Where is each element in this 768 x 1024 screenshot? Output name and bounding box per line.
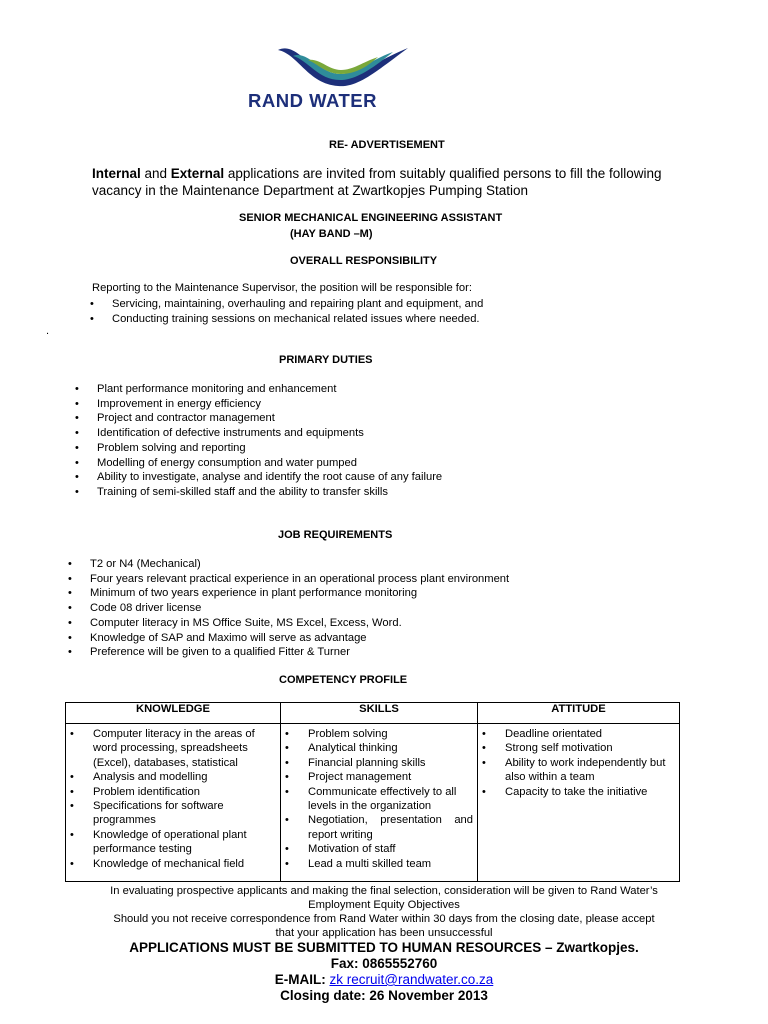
list-item: • Ability to investigate, analyse and identify the root cause of any failure [75, 470, 442, 485]
list-item: • Project management [285, 770, 473, 784]
email-link[interactable]: zk recruit@randwater.co.za [329, 972, 494, 987]
logo-wordmark: RAND WATER [248, 90, 378, 111]
job-requirements-list [68, 557, 509, 660]
list-item: • Negotiation, presentation and report writing [285, 813, 473, 842]
intro-and: and [140, 166, 171, 181]
list-item: • Strong self motivation [482, 741, 675, 755]
intro-text: applications are invited from suitably qualified persons to fill the following vacancy in the Maintenance Department at Zwartkopjes Pumping Station [92, 166, 662, 198]
list-item: • T2 or N4 (Mechanical) [68, 557, 509, 572]
list-item: • Deadline orientated [482, 727, 675, 741]
list-item: • Knowledge of SAP and Maximo will serve as advantage [68, 631, 509, 646]
primary-duties-list [75, 382, 442, 500]
list-item: • Modelling of energy consumption and water pumped [75, 456, 442, 471]
table-row [66, 724, 680, 882]
skills-cell [281, 724, 478, 882]
notice-line-1: Should you not receive correspondence from Rand Water within 30 days from the closing date, please accept [113, 913, 655, 925]
overall-responsibility-heading: OVERALL RESPONSIBILITY [290, 255, 438, 267]
list-item: • Four years relevant practical experience in an operational process plant environment [68, 572, 509, 587]
primary-duties-heading: PRIMARY DUTIES [279, 354, 373, 366]
knowledge-list [70, 727, 276, 871]
footer [0, 884, 768, 1004]
list-item: • Ability to work independently but also within a team [482, 756, 675, 785]
knowledge-header: KNOWLEDGE [66, 703, 281, 724]
intro-paragraph [92, 166, 712, 199]
list-item: • Motivation of staff [285, 842, 473, 856]
list-item: • Financial planning skills [285, 756, 473, 770]
skills-header: SKILLS [281, 703, 478, 724]
list-item: • Problem identification [70, 785, 276, 799]
list-item: • Capacity to take the initiative [482, 785, 675, 799]
evaluation-line-1: In evaluating prospective applicants and making the final selection, consideration will be given to Rand Water’s [110, 885, 658, 897]
list-item: • Conducting training sessions on mechanical related issues where needed. [90, 312, 483, 327]
list-item: • Preference will be given to a qualified Fitter & Turner [68, 645, 509, 660]
list-item: • Project and contractor management [75, 411, 442, 426]
list-item: • Problem solving and reporting [75, 441, 442, 456]
list-item: • Plant performance monitoring and enhancement [75, 382, 442, 397]
list-item: • Computer literacy in MS Office Suite, MS Excel, Excess, Word. [68, 616, 509, 631]
job-requirements-heading: JOB REQUIREMENTS [278, 529, 393, 541]
fax-line: Fax: 0865552760 [330, 956, 438, 971]
attitude-header: ATTITUDE [478, 703, 680, 724]
list-item: • Communicate effectively to all levels in the organization [285, 785, 473, 814]
stray-dot: . [46, 325, 50, 337]
list-item: • Problem solving [285, 727, 473, 741]
list-item: • Computer literacy in the areas of word processing, spreadsheets (Excel), databases, statistical [70, 727, 276, 770]
list-item: • Knowledge of operational plant performance testing [70, 828, 276, 857]
competency-table [65, 702, 680, 882]
email-label: E-MAIL: [274, 972, 330, 987]
list-item: • Minimum of two years experience in plant performance monitoring [68, 586, 509, 601]
list-item: • Specifications for software programmes [70, 799, 276, 828]
list-item: • Knowledge of mechanical field [70, 857, 276, 871]
notice-line-2: that your application has been unsuccessful [275, 927, 493, 939]
position-title: SENIOR MECHANICAL ENGINEERING ASSISTANT [239, 212, 503, 224]
water-wave-icon [248, 40, 433, 90]
intro-external: External [170, 166, 225, 181]
list-item: • Code 08 driver license [68, 601, 509, 616]
page-title: RE- ADVERTISEMENT [329, 139, 445, 151]
intro-internal: Internal [92, 166, 141, 181]
attitude-list [482, 727, 675, 799]
list-item: • Lead a multi skilled team [285, 857, 473, 871]
list-item: • Improvement in energy efficiency [75, 397, 442, 412]
overall-lead: Reporting to the Maintenance Supervisor, the position will be responsible for: [92, 282, 472, 294]
list-item: • Analysis and modelling [70, 770, 276, 784]
rand-water-logo [248, 40, 433, 112]
submit-notice: APPLICATIONS MUST BE SUBMITTED TO HUMAN RESOURCES – Zwartkopjes. [129, 940, 639, 955]
email-line [0, 972, 768, 988]
list-item: • Analytical thinking [285, 741, 473, 755]
list-item: • Identification of defective instruments and equipments [75, 426, 442, 441]
closing-date: Closing date: 26 November 2013 [280, 988, 488, 1003]
evaluation-line-2: Employment Equity Objectives [308, 899, 460, 911]
list-item: • Training of semi-skilled staff and the ability to transfer skills [75, 485, 442, 500]
table-header-row [66, 703, 680, 724]
overall-list [90, 297, 483, 326]
knowledge-cell [66, 724, 281, 882]
attitude-cell [478, 724, 680, 882]
competency-profile-heading: COMPETENCY PROFILE [279, 674, 408, 686]
position-band: (HAY BAND –M) [290, 228, 373, 240]
list-item: • Servicing, maintaining, overhauling and repairing plant and equipment, and [90, 297, 483, 312]
skills-list [285, 727, 473, 871]
